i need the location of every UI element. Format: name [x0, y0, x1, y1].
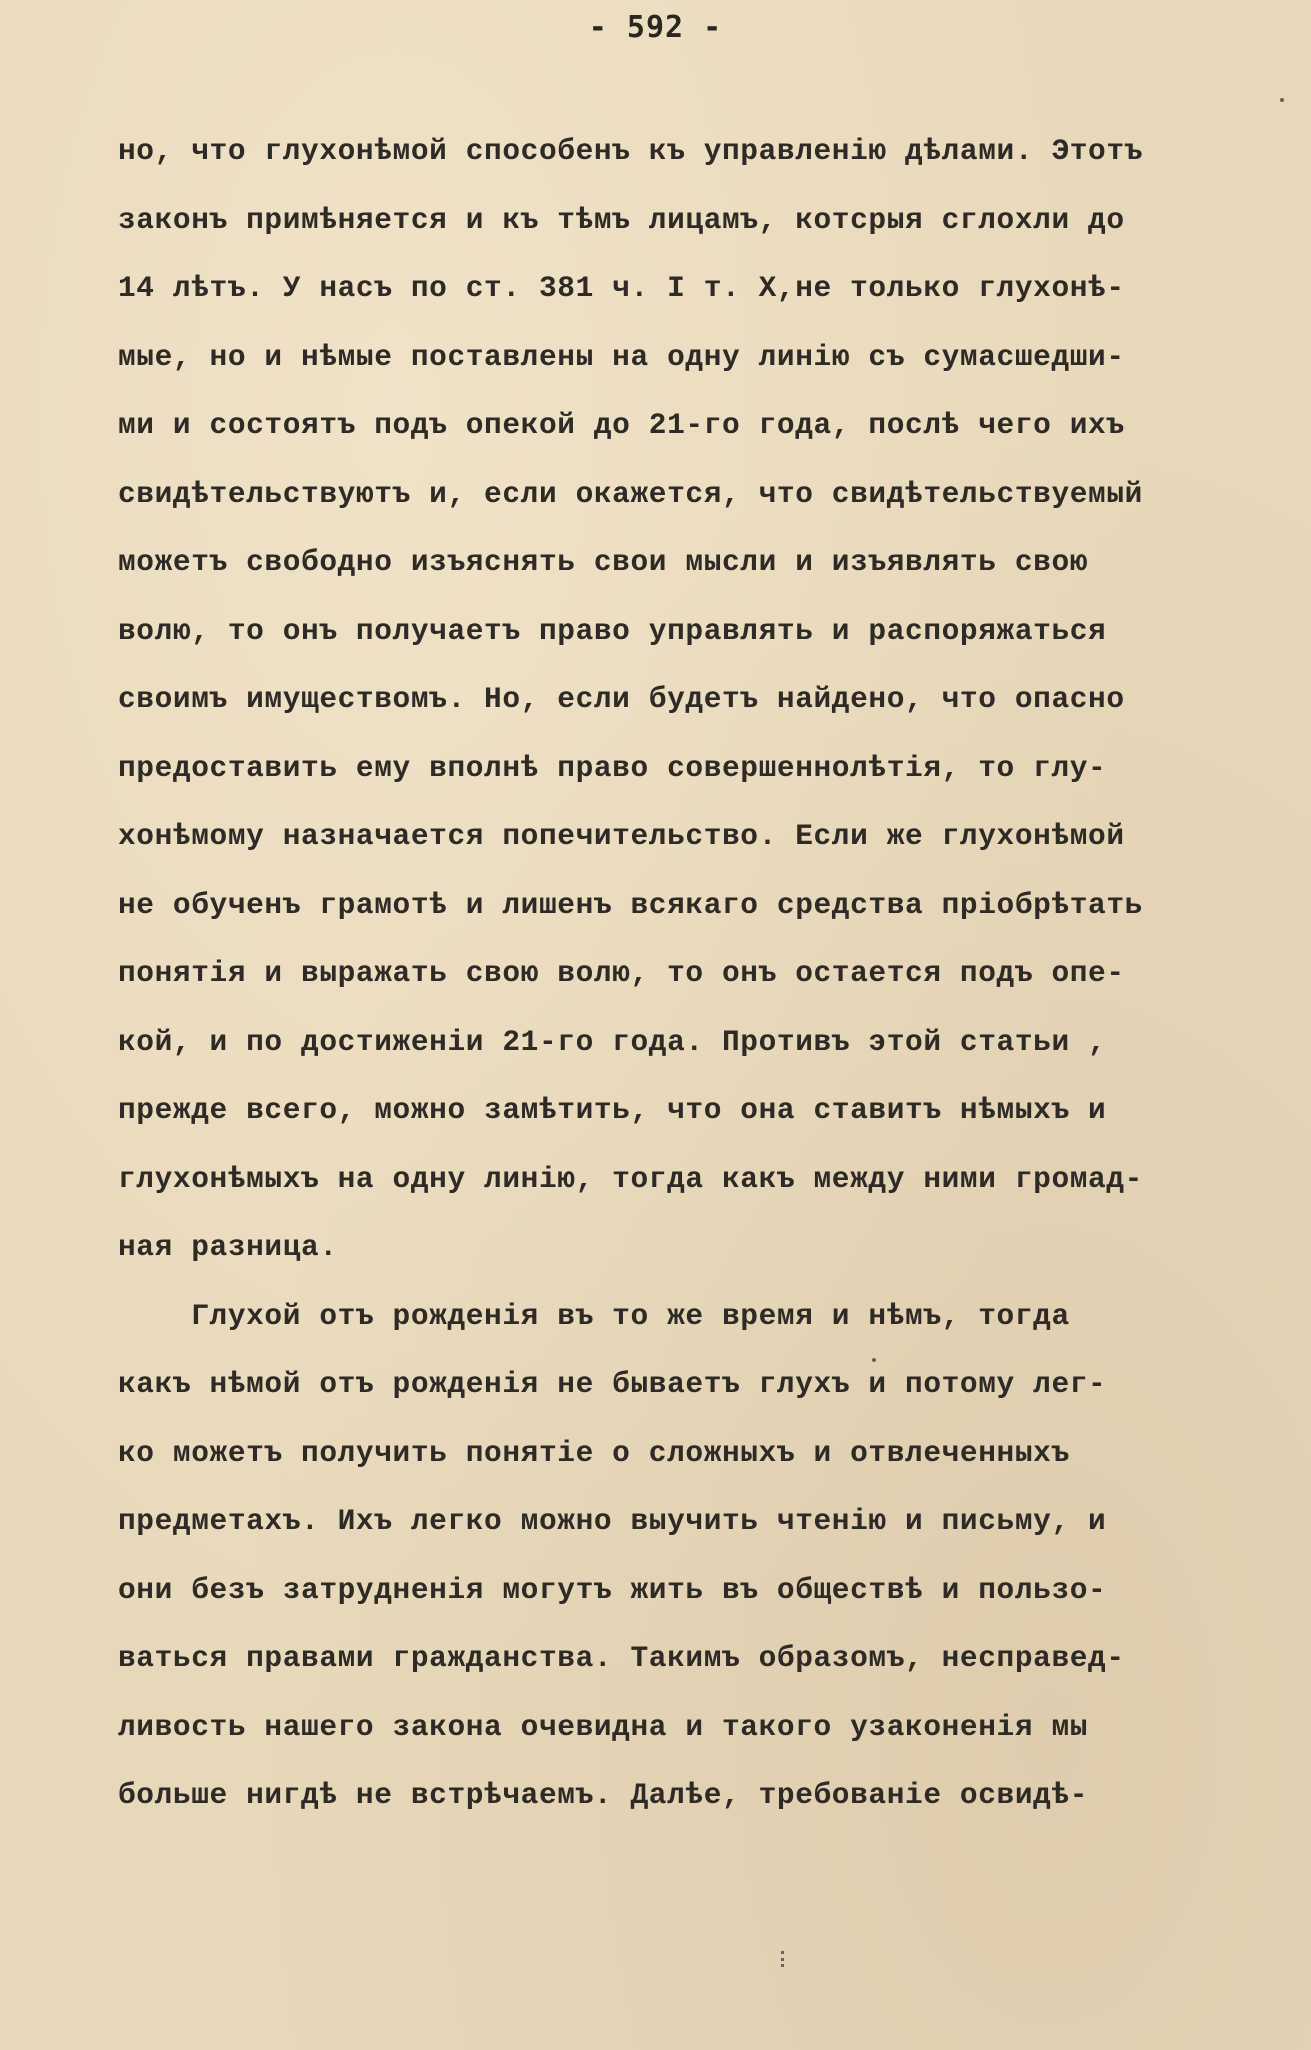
- text-line: они безъ затрудненія могутъ жить въ обществѣ и пользо-: [118, 1572, 1107, 1607]
- text-line: свидѣтельствуютъ и, если окажется, что свидѣтельствуемый: [118, 476, 1143, 511]
- text-line: прежде всего, можно замѣтить, что она ставитъ нѣмыхъ и: [118, 1093, 1107, 1127]
- text-line: глухонѣмыхъ на одну линію, тогда какъ между ними громад-: [118, 1161, 1143, 1196]
- text-line: но, что глухонѣмой способенъ къ управленію дѣлами. Этотъ: [118, 134, 1143, 168]
- text-line: Глухой отъ рожденія въ то же время и нѣмъ, тогда: [118, 1298, 1070, 1333]
- text-line: ми и состоятъ подъ опекой до 21-го года, послѣ чего ихъ: [118, 408, 1125, 442]
- text-line: ливость нашего закона очевидна и такого узаконенія мы: [118, 1709, 1089, 1744]
- document-body: [118, 117, 1288, 1830]
- page-number: - 592 -: [588, 10, 723, 45]
- text-line: ко можетъ получить понятіе о сложныхъ и отвлеченныхъ: [118, 1435, 1070, 1470]
- text-line: хонѣмому назначается попечительство. Если же глухонѣмой: [118, 819, 1125, 853]
- text-line: можетъ свободно изъяснять свои мысли и изъявлять свою: [118, 545, 1089, 579]
- text-line: предоставить ему вполнѣ право совершеннолѣтія, то глу-: [118, 750, 1107, 785]
- text-line: волю, то онъ получаетъ право управлять и распоряжаться: [118, 613, 1107, 648]
- text-line: какъ нѣмой отъ рожденія не бываетъ глухъ и потому лег-: [118, 1367, 1107, 1401]
- text-line: больше нигдѣ не встрѣчаемъ. Далѣе, требованіе освидѣ-: [118, 1778, 1089, 1812]
- text-line: ная разница.: [118, 1230, 338, 1264]
- ink-speck: [872, 1358, 876, 1362]
- text-line: ваться правами гражданства. Такимъ образомъ, несправед-: [118, 1641, 1125, 1675]
- text-line: своимъ имуществомъ. Но, если будетъ найдено, что опасно: [118, 682, 1125, 716]
- stray-ink-mark: [781, 1951, 788, 1967]
- text-line: законъ примѣняется и къ тѣмъ лицамъ, котсрыя сглохли до: [118, 202, 1125, 237]
- text-line: понятія и выражать свою волю, то онъ остается подъ опе-: [118, 956, 1125, 990]
- text-line: мые, но и нѣмые поставлены на одну линію съ сумасшедши-: [118, 339, 1125, 374]
- paragraph-2: [118, 1282, 1288, 1830]
- text-line: 14 лѣтъ. У насъ по ст. 381 ч. I т. Х,не только глухонѣ-: [118, 271, 1125, 305]
- text-line: предметахъ. Ихъ легко можно выучить чтенію и письму, и: [118, 1504, 1107, 1538]
- text-line: не обученъ грамотѣ и лишенъ всякаго средства пріобрѣтать: [118, 887, 1143, 922]
- paragraph-1: [118, 117, 1288, 1282]
- ink-speck: [1280, 98, 1284, 102]
- text-line: кой, и по достиженіи 21-го года. Противъ этой статьи ,: [118, 1024, 1107, 1059]
